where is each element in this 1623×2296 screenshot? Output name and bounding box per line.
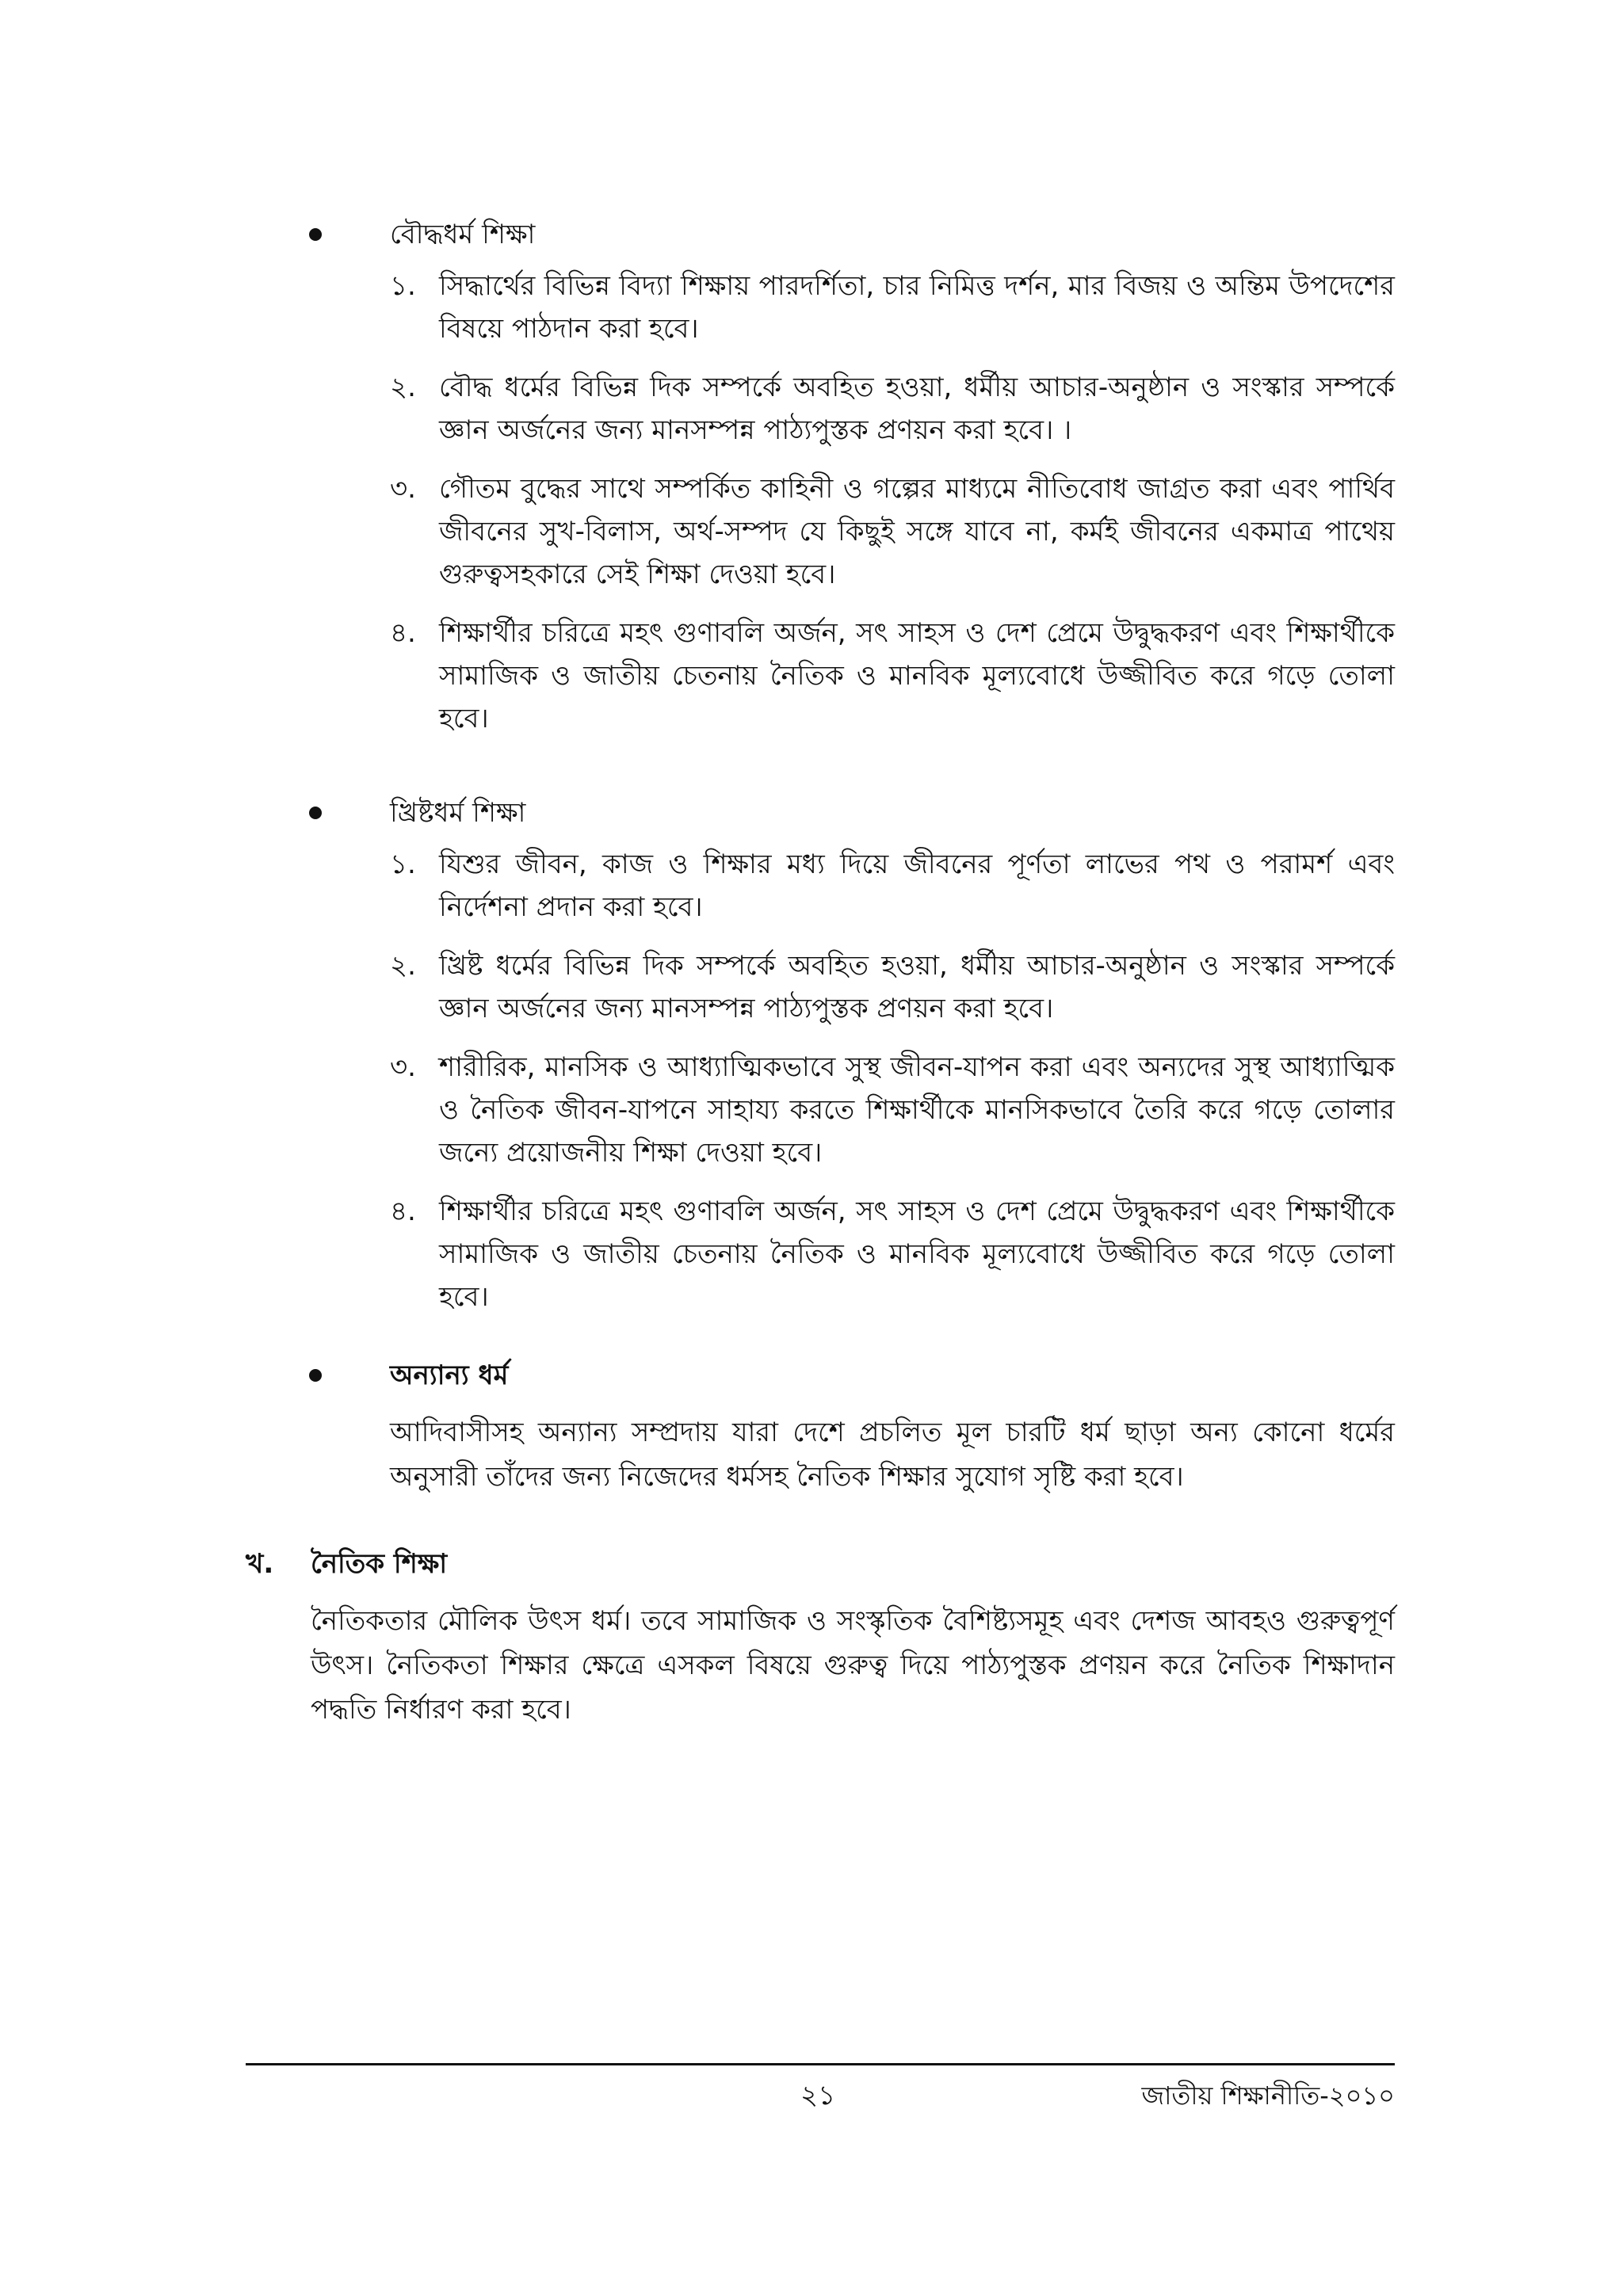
section-heading: অন্যান্য ধর্ম bbox=[390, 1360, 509, 1391]
section-title: নৈতিক শিক্ষা bbox=[311, 1548, 448, 1580]
item-number: ১. bbox=[390, 849, 416, 880]
list-item bbox=[390, 944, 1395, 1030]
list-item bbox=[390, 265, 1395, 350]
section-paragraph: নৈতিকতার মৌলিক উৎস ধর্ম। তবে সামাজিক ও সংস্কৃতিক বৈশিষ্ট্যসমূহ এবং দেশজ আবহও গুরুত্বপূর্ণ উৎস। নৈতিকতা শিক্ষার ক্ষেত্রে এসকল বিষয়ে গুরুত্ব দিয়ে পাঠ্যপুস্তক প্রণয়ন করে নৈতিক শিক্ষাদান পদ্ধতি নির্ধারণ করা হবে। bbox=[311, 1605, 1395, 1726]
item-number: ২. bbox=[390, 950, 416, 982]
item-number: ৩. bbox=[390, 473, 416, 505]
footer-divider bbox=[246, 2063, 1395, 2065]
item-text: বৌদ্ধ ধর্মের বিভিন্ন দিক সম্পর্কে অবহিত হওয়া, ধর্মীয় আচার-অনুষ্ঠান ও সংস্কার সম্পর্কে জ্ঞান অর্জনের জন্য মানসম্পন্ন পাঠ্যপুস্তক প্রণয়ন করা হবে। । bbox=[439, 372, 1395, 446]
footer-title: জাতীয় শিক্ষানীতি-২০১০ bbox=[1141, 2081, 1395, 2111]
list-item bbox=[390, 1190, 1395, 1318]
item-text: গৌতম বুদ্ধের সাথে সম্পর্কিত কাহিনী ও গল্পের মাধ্যমে নীতিবোধ জাগ্রত করা এবং পার্থিব জীবনের সুখ-বিলাস, অর্থ-সম্পদ যে কিছুই সঙ্গে যাবে না, কর্মই জীবনের একমাত্র পাথেয় গুরুত্বসহকারে সেই শিক্ষা দেওয়া হবে। bbox=[439, 473, 1395, 590]
bullet-icon bbox=[309, 807, 322, 819]
item-number: ৪. bbox=[390, 617, 416, 649]
item-text: খ্রিষ্ট ধর্মের বিভিন্ন দিক সম্পর্কে অবহিত হওয়া, ধর্মীয় আচার-অনুষ্ঠান ও সংস্কার সম্পর্কে জ্ঞান অর্জনের জন্য মানসম্পন্ন পাঠ্যপুস্তক প্রণয়ন করা হবে। bbox=[439, 950, 1395, 1024]
section-heading: খ্রিষ্টধর্ম শিক্ষা bbox=[390, 797, 526, 829]
bullet-icon bbox=[309, 228, 322, 241]
item-number: ২. bbox=[390, 372, 416, 403]
item-number: ৩. bbox=[390, 1051, 416, 1083]
item-text: শিক্ষার্থীর চরিত্রে মহৎ গুণাবলি অর্জন, সৎ সাহস ও দেশ প্রেমে উদ্বুদ্ধকরণ এবং শিক্ষার্থীকে সামাজিক ও জাতীয় চেতনায় নৈতিক ও মানবিক মূল্যবোধে উজ্জীবিত করে গড়ে তোলা হবে। bbox=[439, 1196, 1395, 1313]
list-item bbox=[390, 612, 1395, 740]
page-number: ২১ bbox=[800, 2080, 836, 2111]
item-number: ৪. bbox=[390, 1196, 416, 1227]
list-item bbox=[390, 1046, 1395, 1174]
section-paragraph: আদিবাসীসহ অন্যান্য সম্প্রদায় যারা দেশে প্রচলিত মূল চারটি ধর্ম ছাড়া অন্য কোনো ধর্মের অনুসারী তাঁদের জন্য নিজেদের ধর্মসহ নৈতিক শিক্ষার সুযোগ সৃষ্টি করা হবে। bbox=[390, 1417, 1395, 1493]
item-text: শারীরিক, মানসিক ও আধ্যাত্মিকভাবে সুস্থ জীবন-যাপন করা এবং অন্যদের সুস্থ আধ্যাত্মিক ও নৈতিক জীবন-যাপনে সাহায্য করতে শিক্ষার্থীকে মানসিকভাবে তৈরি করে গড়ে তোলার জন্যে প্রয়োজনীয় শিক্ষা দেওয়া হবে। bbox=[439, 1051, 1395, 1169]
item-number: ১. bbox=[390, 270, 416, 302]
numbered-list bbox=[390, 265, 1395, 756]
bullet-icon bbox=[309, 1369, 322, 1382]
list-item bbox=[390, 843, 1395, 929]
section-label: খ. bbox=[246, 1548, 274, 1580]
list-item bbox=[390, 467, 1395, 596]
list-item bbox=[390, 366, 1395, 452]
item-text: যিশুর জীবন, কাজ ও শিক্ষার মধ্য দিয়ে জীবনের পূর্ণতা লাভের পথ ও পরামর্শ এবং নির্দেশনা প্রদান করা হবে। bbox=[439, 849, 1395, 923]
section-heading: বৌদ্ধধর্ম শিক্ষা bbox=[390, 219, 536, 250]
numbered-list bbox=[390, 843, 1395, 1334]
item-text: সিদ্ধার্থের বিভিন্ন বিদ্যা শিক্ষায় পারদর্শিতা, চার নিমিত্ত দর্শন, মার বিজয় ও অন্তিম উপদেশের বিষয়ে পাঠদান করা হবে। bbox=[439, 270, 1395, 345]
item-text: শিক্ষার্থীর চরিত্রে মহৎ গুণাবলি অর্জন, সৎ সাহস ও দেশ প্রেমে উদ্বুদ্ধকরণ এবং শিক্ষার্থীকে সামাজিক ও জাতীয় চেতনায় নৈতিক ও মানবিক মূল্যবোধে উজ্জীবিত করে গড়ে তোলা হবে। bbox=[439, 617, 1395, 734]
